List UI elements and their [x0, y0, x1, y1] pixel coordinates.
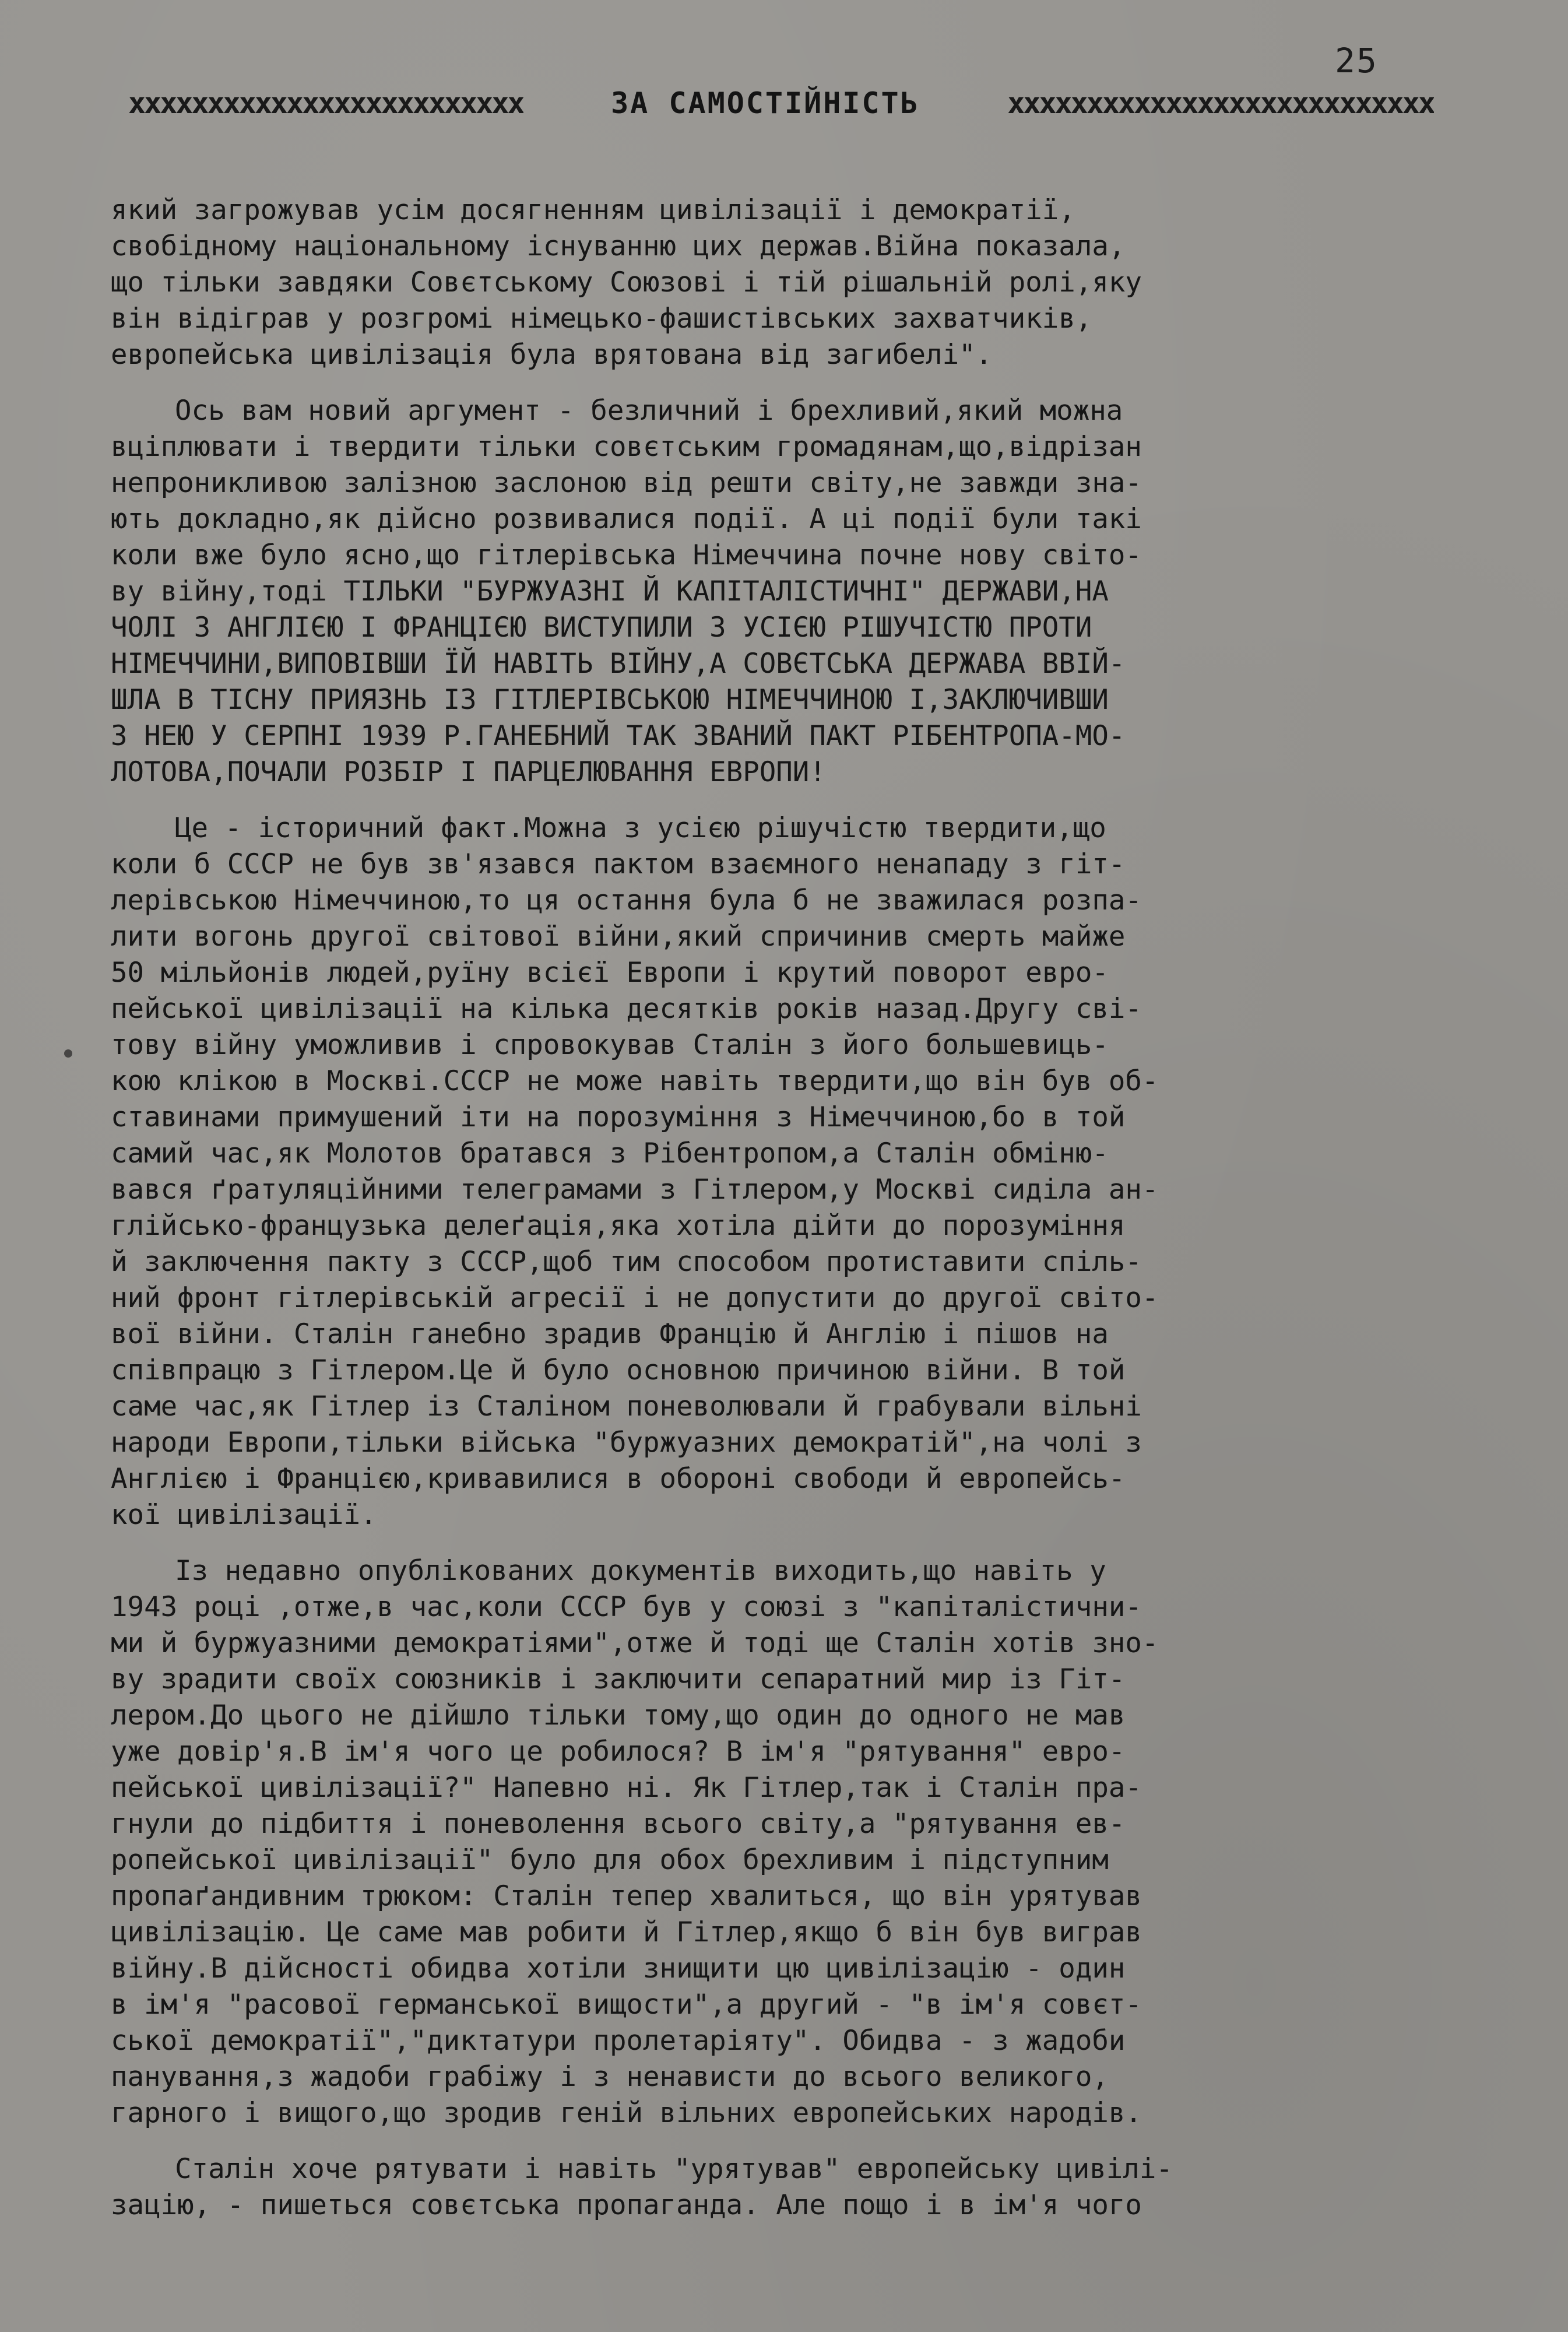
text-line: З НЕЮ У СЕРПНІ 1939 Р.ГАНЕБНИЙ ТАК ЗВАНИЙ ПАКТ РІБЕНТРОПА-МО- [111, 720, 1126, 752]
text-line: ву війну,тоді ТІЛЬКИ "БУРЖУАЗНІ Й КАПІТАЛІСТИЧНІ" ДЕРЖАВИ,НА [111, 575, 1109, 607]
text-line: народи Европи,тільки війська "буржуазних демократій",на чолі з [111, 1427, 1142, 1459]
ink-spot [64, 1049, 72, 1058]
text-line: й заключення пакту з СССР,щоб тим способом протиставити спіль- [111, 1246, 1142, 1278]
header-strikeout-left: xxxxxxxxxxxxxxxxxxxxxxxxx [128, 86, 523, 120]
text-line: НІМЕЧЧИНИ,ВИПОВІВШИ ЇЙ НАВІТЬ ВІЙНУ,А СОВЄТСЬКА ДЕРЖАВА ВВІЙ- [111, 648, 1126, 680]
text-line: Це - історичний факт.Можна з усією рішучістю твердити,що [175, 812, 1106, 844]
document-body [111, 192, 1498, 2243]
text-line: війну.В дійсності обидва хотіли знищити цю цивілізацію - один [111, 1952, 1126, 1985]
text-line: европейська цивілізація була врятована від загибелі". [111, 339, 993, 371]
page-header [128, 86, 1434, 120]
text-line: гнули до підбиття і поневолення всього світу,а "рятування ев- [111, 1808, 1126, 1840]
text-line: саме час,як Гітлер із Сталіном поневолювали й грабували вільні [111, 1390, 1142, 1423]
text-line: зацію, - пишеться совєтська пропаганда. Але пощо і в ім'я чого [111, 2189, 1142, 2221]
text-line: що тільки завдяки Совєтському Союзові і тій рішальній ролі,яку [111, 266, 1142, 298]
text-line: в ім'я "расової германської вищости",а другий - "в ім'я совєт- [111, 1989, 1142, 2021]
text-line: глійсько-французька делеґація,яка хотіла дійти до порозуміння [111, 1210, 1126, 1242]
text-line: ропейської цивілізації" було для обох брехливим і підступним [111, 1844, 1109, 1876]
paragraph [111, 1553, 1498, 2131]
text-line: уже довір'я.В ім'я чого це робилося? В ім'я "рятування" евро- [111, 1736, 1126, 1768]
text-line: лерівською Німеччиною,то ця остання була б не зважилася розпа- [111, 884, 1142, 916]
text-line: ми й буржуазними демократіями",отже й тоді ще Сталін хотів зно- [111, 1627, 1159, 1659]
text-line: ставинами примушений іти на порозуміння з Німеччиною,бо в той [111, 1101, 1126, 1133]
page-number: 25 [1335, 41, 1378, 80]
text-line: який загрожував усім досягненням цивілізації і демократії, [111, 194, 1075, 226]
text-line: співпрацю з Гітлером.Це й було основною причиною війни. В той [111, 1354, 1126, 1386]
text-line: лером.До цього не дійшло тільки тому,що один до одного не мав [111, 1699, 1126, 1732]
text-line: вався ґратуляційними телеграмами з Гітлером,у Москві сиділа ан- [111, 1174, 1159, 1206]
text-line: гарного і вищого,що зродив геній вільних европейських народів. [111, 2097, 1142, 2129]
text-line: пропаґандивним трюком: Сталін тепер хвалиться, що він урятував [111, 1880, 1142, 1912]
text-line: кою клікою в Москві.СССР не може навіть твердити,що він був об- [111, 1065, 1159, 1097]
text-line: ЧОЛІ З АНГЛІЄЮ І ФРАНЦІЄЮ ВИСТУПИЛИ З УСІЄЮ РІШУЧІСТЮ ПРОТИ [111, 612, 1092, 644]
text-line: він відіграв у розгромі німецько-фашистівських захватчиків, [111, 303, 1092, 335]
text-line: лити вогонь другої світової війни,який спричинив смерть майже [111, 921, 1126, 953]
text-line: коли вже було ясно,що гітлерівська Німеччина почне нову світо- [111, 539, 1142, 571]
paragraph [111, 393, 1498, 791]
text-line: вої війни. Сталін ганебно зрадив Францію й Англію і пішов на [111, 1318, 1109, 1350]
text-line: самий час,як Молотов братався з Рібентропом,а Сталін обміню- [111, 1137, 1109, 1169]
text-line: ЛОТОВА,ПОЧАЛИ РОЗБІР І ПАРЦЕЛЮВАННЯ ЕВРОПИ! [111, 756, 826, 788]
paragraph [111, 192, 1498, 373]
text-line: ШЛА В ТІСНУ ПРИЯЗНЬ ІЗ ГІТЛЕРІВСЬКОЮ НІМЕЧЧИНОЮ І,ЗАКЛЮЧИВШИ [111, 684, 1109, 716]
header-title: ЗА САМОСТІЙНІСТЬ [611, 86, 920, 120]
text-line: 1943 році ,отже,в час,коли СССР був у союзі з "капіталістични- [111, 1591, 1142, 1623]
text-line: Ось вам новий аргумент - безличний і брехливий,який можна [175, 395, 1123, 427]
text-line: ний фронт гітлерівській агресії і не допустити до другої світо- [111, 1282, 1159, 1314]
text-line: тову війну уможливив і спровокував Сталін з його большевиць- [111, 1029, 1109, 1061]
text-line: цивілізацію. Це саме мав робити й Гітлер,якщо б він був виграв [111, 1916, 1142, 1948]
paragraph [111, 2151, 1498, 2224]
text-line: 50 мільйонів людей,руїну всієї Европи і крутий поворот евро- [111, 957, 1109, 989]
text-line: Із недавно опублікованих документів виходить,що навіть у [175, 1555, 1106, 1587]
text-line: пейської цивілізації на кілька десятків років назад.Другу сві- [111, 993, 1142, 1025]
text-line: Сталін хоче рятувати і навіть "урятував" европейську цивілі- [175, 2153, 1173, 2185]
text-line: вціплювати і твердити тільки совєтським громадянам,що,відрізан [111, 431, 1142, 463]
header-strikeout-right: xxxxxxxxxxxxxxxxxxxxxxxxxxx [1007, 86, 1434, 120]
text-line: непроникливою залізною заслоною від решти світу,не завжди зна- [111, 467, 1142, 499]
text-line: ву зрадити своїх союзників і заключити сепаратний мир із Гіт- [111, 1663, 1126, 1695]
text-line: свобідному національному існуванню цих держав.Війна показала, [111, 230, 1126, 262]
text-line: Англією і Францією,кривавилися в обороні свободи й европейсь- [111, 1463, 1126, 1495]
paragraph [111, 810, 1498, 1533]
text-line: ської демократії","диктатури пролетаріяту". Обидва - з жадоби [111, 2025, 1126, 2057]
text-line: пейської цивілізації?" Напевно ні. Як Гітлер,так і Сталін пра- [111, 1772, 1142, 1804]
text-line: панування,з жадоби грабіжу і з ненависти до всього великого, [111, 2061, 1109, 2093]
text-line: коли б СССР не був зв'язався пактом взаємного ненападу з гіт- [111, 848, 1126, 880]
text-line: ють докладно,як дійсно розвивалися події. А ці події були такі [111, 503, 1142, 535]
text-line: кої цивілізації. [111, 1499, 377, 1531]
